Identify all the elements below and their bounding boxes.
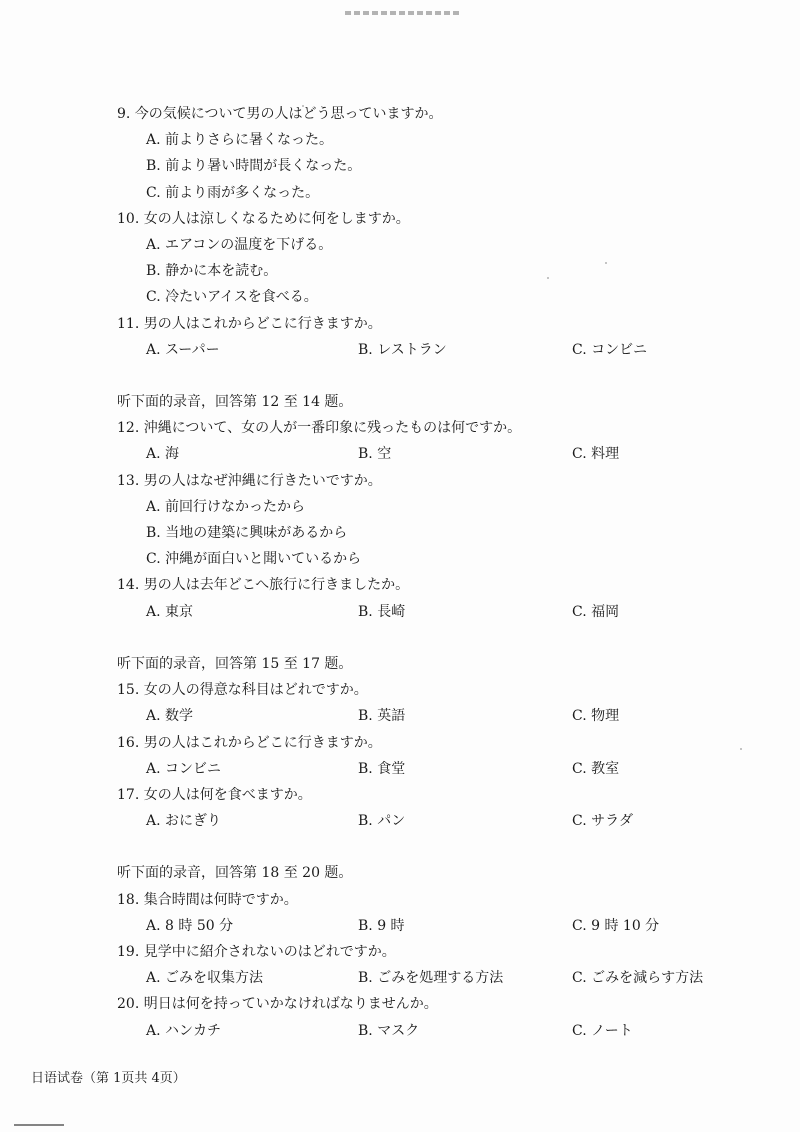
answer-option-a: A. 数学 (146, 708, 194, 725)
answer-option: C. 前より雨が多くなった。 (146, 184, 320, 201)
question-text: 17. 女の人は何を食べますか。 (117, 786, 312, 803)
answer-options-row (117, 756, 757, 782)
answer-option-b: B. 英語 (358, 708, 406, 725)
answer-options-row (117, 599, 757, 625)
question-text: 10. 女の人は涼しくなるために何をしますか。 (117, 210, 410, 227)
question-text: 19. 見学中に紹介されないのはどれですか。 (117, 944, 396, 960)
answer-option: C. 冷たいアイスを食べる。 (146, 289, 318, 306)
answer-option: A. エアコンの温度を下げる。 (146, 236, 333, 253)
question-text: 18. 集合時間は何時ですか。 (117, 891, 298, 908)
question-text: 20. 明日は何を持っていかなければなりませんか。 (117, 996, 438, 1013)
answer-option-c: C. 9 時 10 分 (572, 917, 660, 934)
answer-options-row (117, 703, 757, 729)
answer-option-b: B. パン (358, 813, 406, 830)
section-instruction: 听下面的录音，回答第 18 至 20 题。 (117, 865, 353, 882)
answer-option-c: C. サラダ (572, 813, 633, 830)
answer-option-a: A. 東京 (146, 603, 194, 620)
section-gap (117, 363, 757, 389)
answer-option-c: C. 教室 (572, 760, 620, 777)
question-text: 12. 沖縄について、女の人が一番印象に残ったものは何ですか。 (117, 420, 522, 437)
answer-option: B. 前より暑い時間が長くなった。 (146, 158, 362, 175)
answer-option-b: B. 食堂 (358, 760, 406, 777)
answer-option-b: B. レストラン (358, 341, 447, 358)
answer-option-b: B. マスク (358, 1022, 420, 1039)
answer-option-c: C. 福岡 (572, 603, 620, 620)
answer-options-row (117, 808, 757, 834)
answer-option: A. 前回行けなかったから (146, 498, 306, 515)
answer-options-row (117, 965, 757, 991)
answer-option-c: C. コンビニ (572, 341, 648, 358)
answer-option-b: B. ごみを処理する方法 (358, 970, 504, 987)
question-text: 15. 女の人の得意な科目はどれですか。 (117, 682, 368, 699)
answer-option-b: B. 長崎 (358, 603, 406, 620)
answer-option-a: A. 8 時 50 分 (146, 917, 234, 934)
scan-artifact-bottom (14, 1124, 64, 1126)
answer-option-c: C. ごみを減らす方法 (572, 970, 704, 987)
answer-options-row (117, 1018, 757, 1044)
answer-option: C. 沖縄が面白いと聞いているから (146, 551, 362, 568)
answer-options-row (117, 337, 757, 363)
question-list (117, 101, 757, 1044)
section-instruction: 听下面的录音，回答第 15 至 17 题。 (117, 655, 353, 672)
question-text: 9. 今の気候について男の人はどう思っていますか。 (117, 106, 443, 122)
answer-option-c: C. 物理 (572, 708, 620, 725)
answer-option-a: A. おにぎり (146, 813, 222, 830)
section-instruction: 听下面的录音，回答第 12 至 14 题。 (117, 394, 353, 411)
answer-option-c: C. 料理 (572, 446, 620, 463)
answer-option-a: A. 海 (146, 446, 180, 463)
question-text: 14. 男の人は去年どこへ旅行に行きましたか。 (117, 577, 410, 594)
section-gap (117, 834, 757, 860)
answer-option-b: B. 9 時 (358, 917, 405, 934)
answer-options-row (117, 913, 757, 939)
answer-option-a: A. ハンカチ (146, 1022, 222, 1039)
answer-option-b: B. 空 (358, 446, 392, 463)
scan-artifact-top (345, 11, 460, 15)
answer-option-a: A. コンビニ (146, 760, 222, 777)
answer-option: A. 前よりさらに暑くなった。 (146, 132, 334, 149)
answer-option-a: A. ごみを収集方法 (146, 970, 264, 987)
answer-options-row (117, 441, 757, 467)
answer-option-c: C. ノート (572, 1022, 633, 1039)
question-text: 11. 男の人はこれからどこに行きますか。 (117, 315, 382, 332)
answer-option-a: A. スーパー (146, 341, 220, 358)
answer-option: B. 静かに本を読む。 (146, 263, 278, 280)
answer-option: B. 当地の建築に興味があるから (146, 525, 348, 541)
question-text: 13. 男の人はなぜ沖縄に行きたいですか。 (117, 472, 382, 489)
page-footer: 日语试卷（第 1页共 4页） (31, 1071, 186, 1086)
question-text: 16. 男の人はこれからどこに行きますか。 (117, 734, 382, 751)
section-gap (117, 625, 757, 651)
